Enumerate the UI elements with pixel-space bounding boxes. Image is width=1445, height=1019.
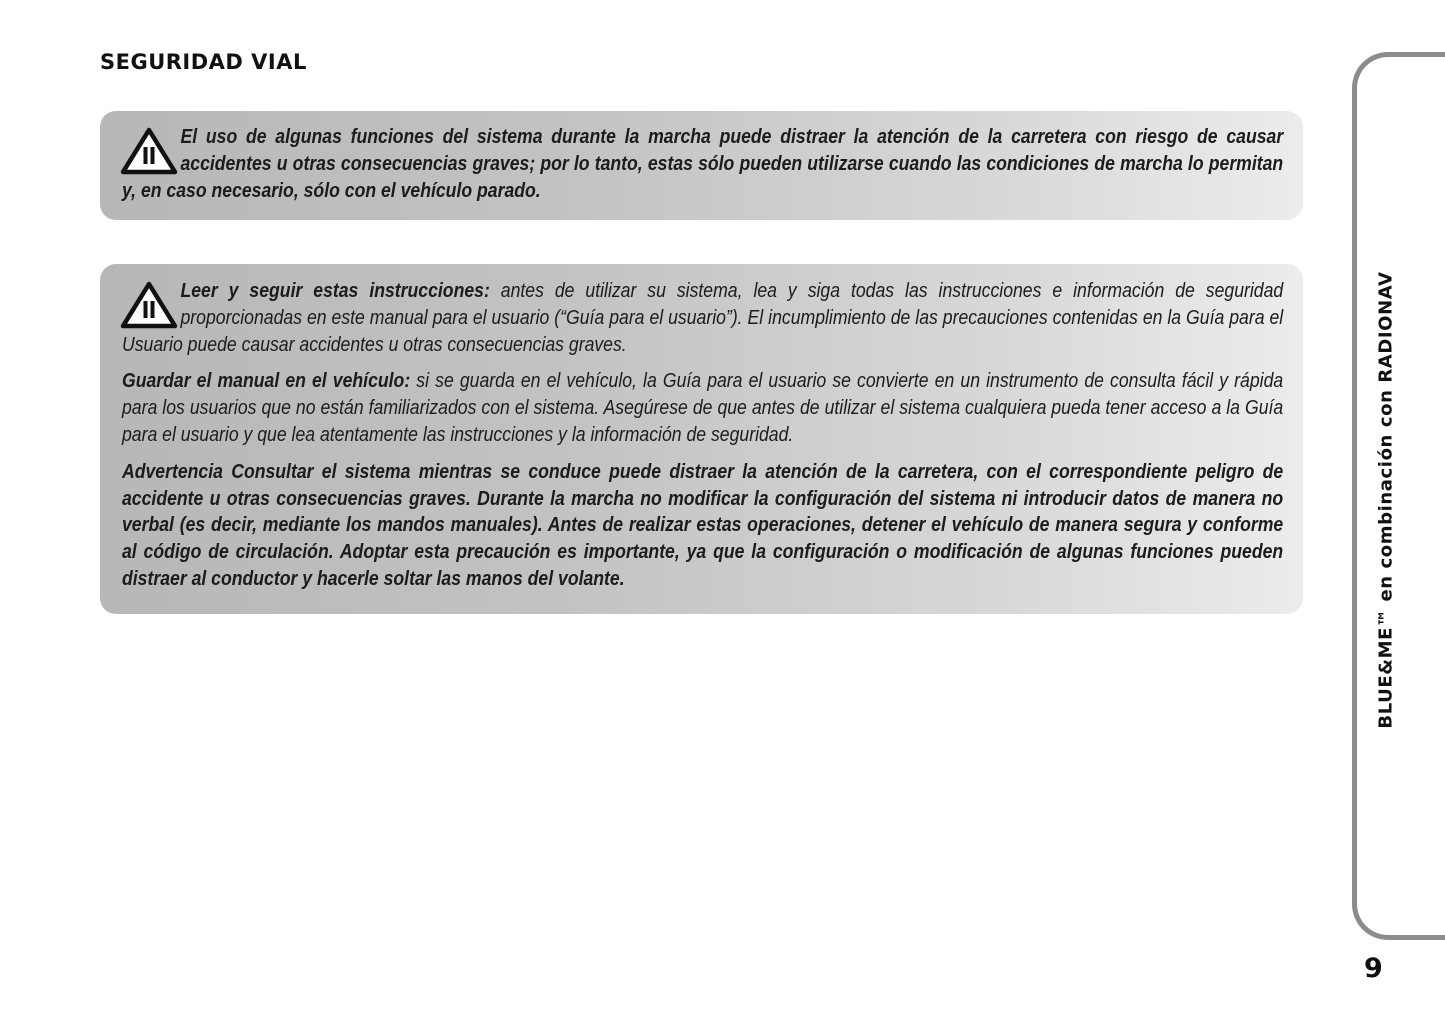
advertencia-paragraph: Advertencia Consultar el sistema mientras se conduce puede distraer la atención de la carretera, con el correspondiente peligro de accidente u otras consecuencias graves. Durante la marcha no modificar la configuración del sistema ni introducir datos de manera no verbal (es decir, mediante los mandos manuales). Antes de realizar estas operaciones, detener el vehículo de manera segura y conforme al código de circulación. Adoptar esta precaución es importante, ya que la configuración o modificación de algunas funciones pueden distraer al conductor y hacerle soltar las manos del volante.: [122, 459, 1284, 590]
warning-box-instructions: [100, 264, 1303, 614]
instructions-lead: Leer y seguir estas instrucciones:: [180, 279, 490, 302]
page-number: 9: [1364, 953, 1383, 984]
chapter-tab: [1352, 52, 1445, 940]
instructions-body: antes de utilizar su sistema, lea y siga todas las instrucciones e información de seguridad proporcionadas en este manual para el usuario (“Guía para el usuario”). El incumplimiento de las precauciones contenidas en la Guía para el Usuario puede causar accidentes u otras consecuencias graves.: [122, 279, 1284, 356]
manual-lead: Guardar el manual en el vehículo:: [122, 369, 411, 393]
section-title: SEGURIDAD VIAL: [100, 50, 307, 74]
manual-body: si se guarda en el vehículo, la Guía para el usuario se convierte en un instrumento de consulta fácil y rápida para los usuarios que no están familiarizados con el sistema. Asegúrese de que antes de utilizar el sistema cualquiera pueda tener acceso a la Guía para el usuario y que lea atentamente las instrucciones y la información de seguridad.: [122, 369, 1284, 446]
instructions-paragraph: [122, 278, 1283, 358]
warning-box-driving: [100, 111, 1303, 220]
manual-paragraph: [122, 368, 1283, 448]
chapter-tab-text: BLUE&ME™ en combinación con RADIONAV: [1375, 271, 1397, 729]
warning-text: El uso de algunas funciones del sistema durante la marcha puede distraer la atención de la carretera con riesgo de causar accidentes u otras consecuencias graves; por lo tanto, estas sólo pueden utilizarse cuando las condiciones de marcha lo permitan y, en caso necesario, sólo con el vehículo parado.: [122, 125, 1284, 202]
